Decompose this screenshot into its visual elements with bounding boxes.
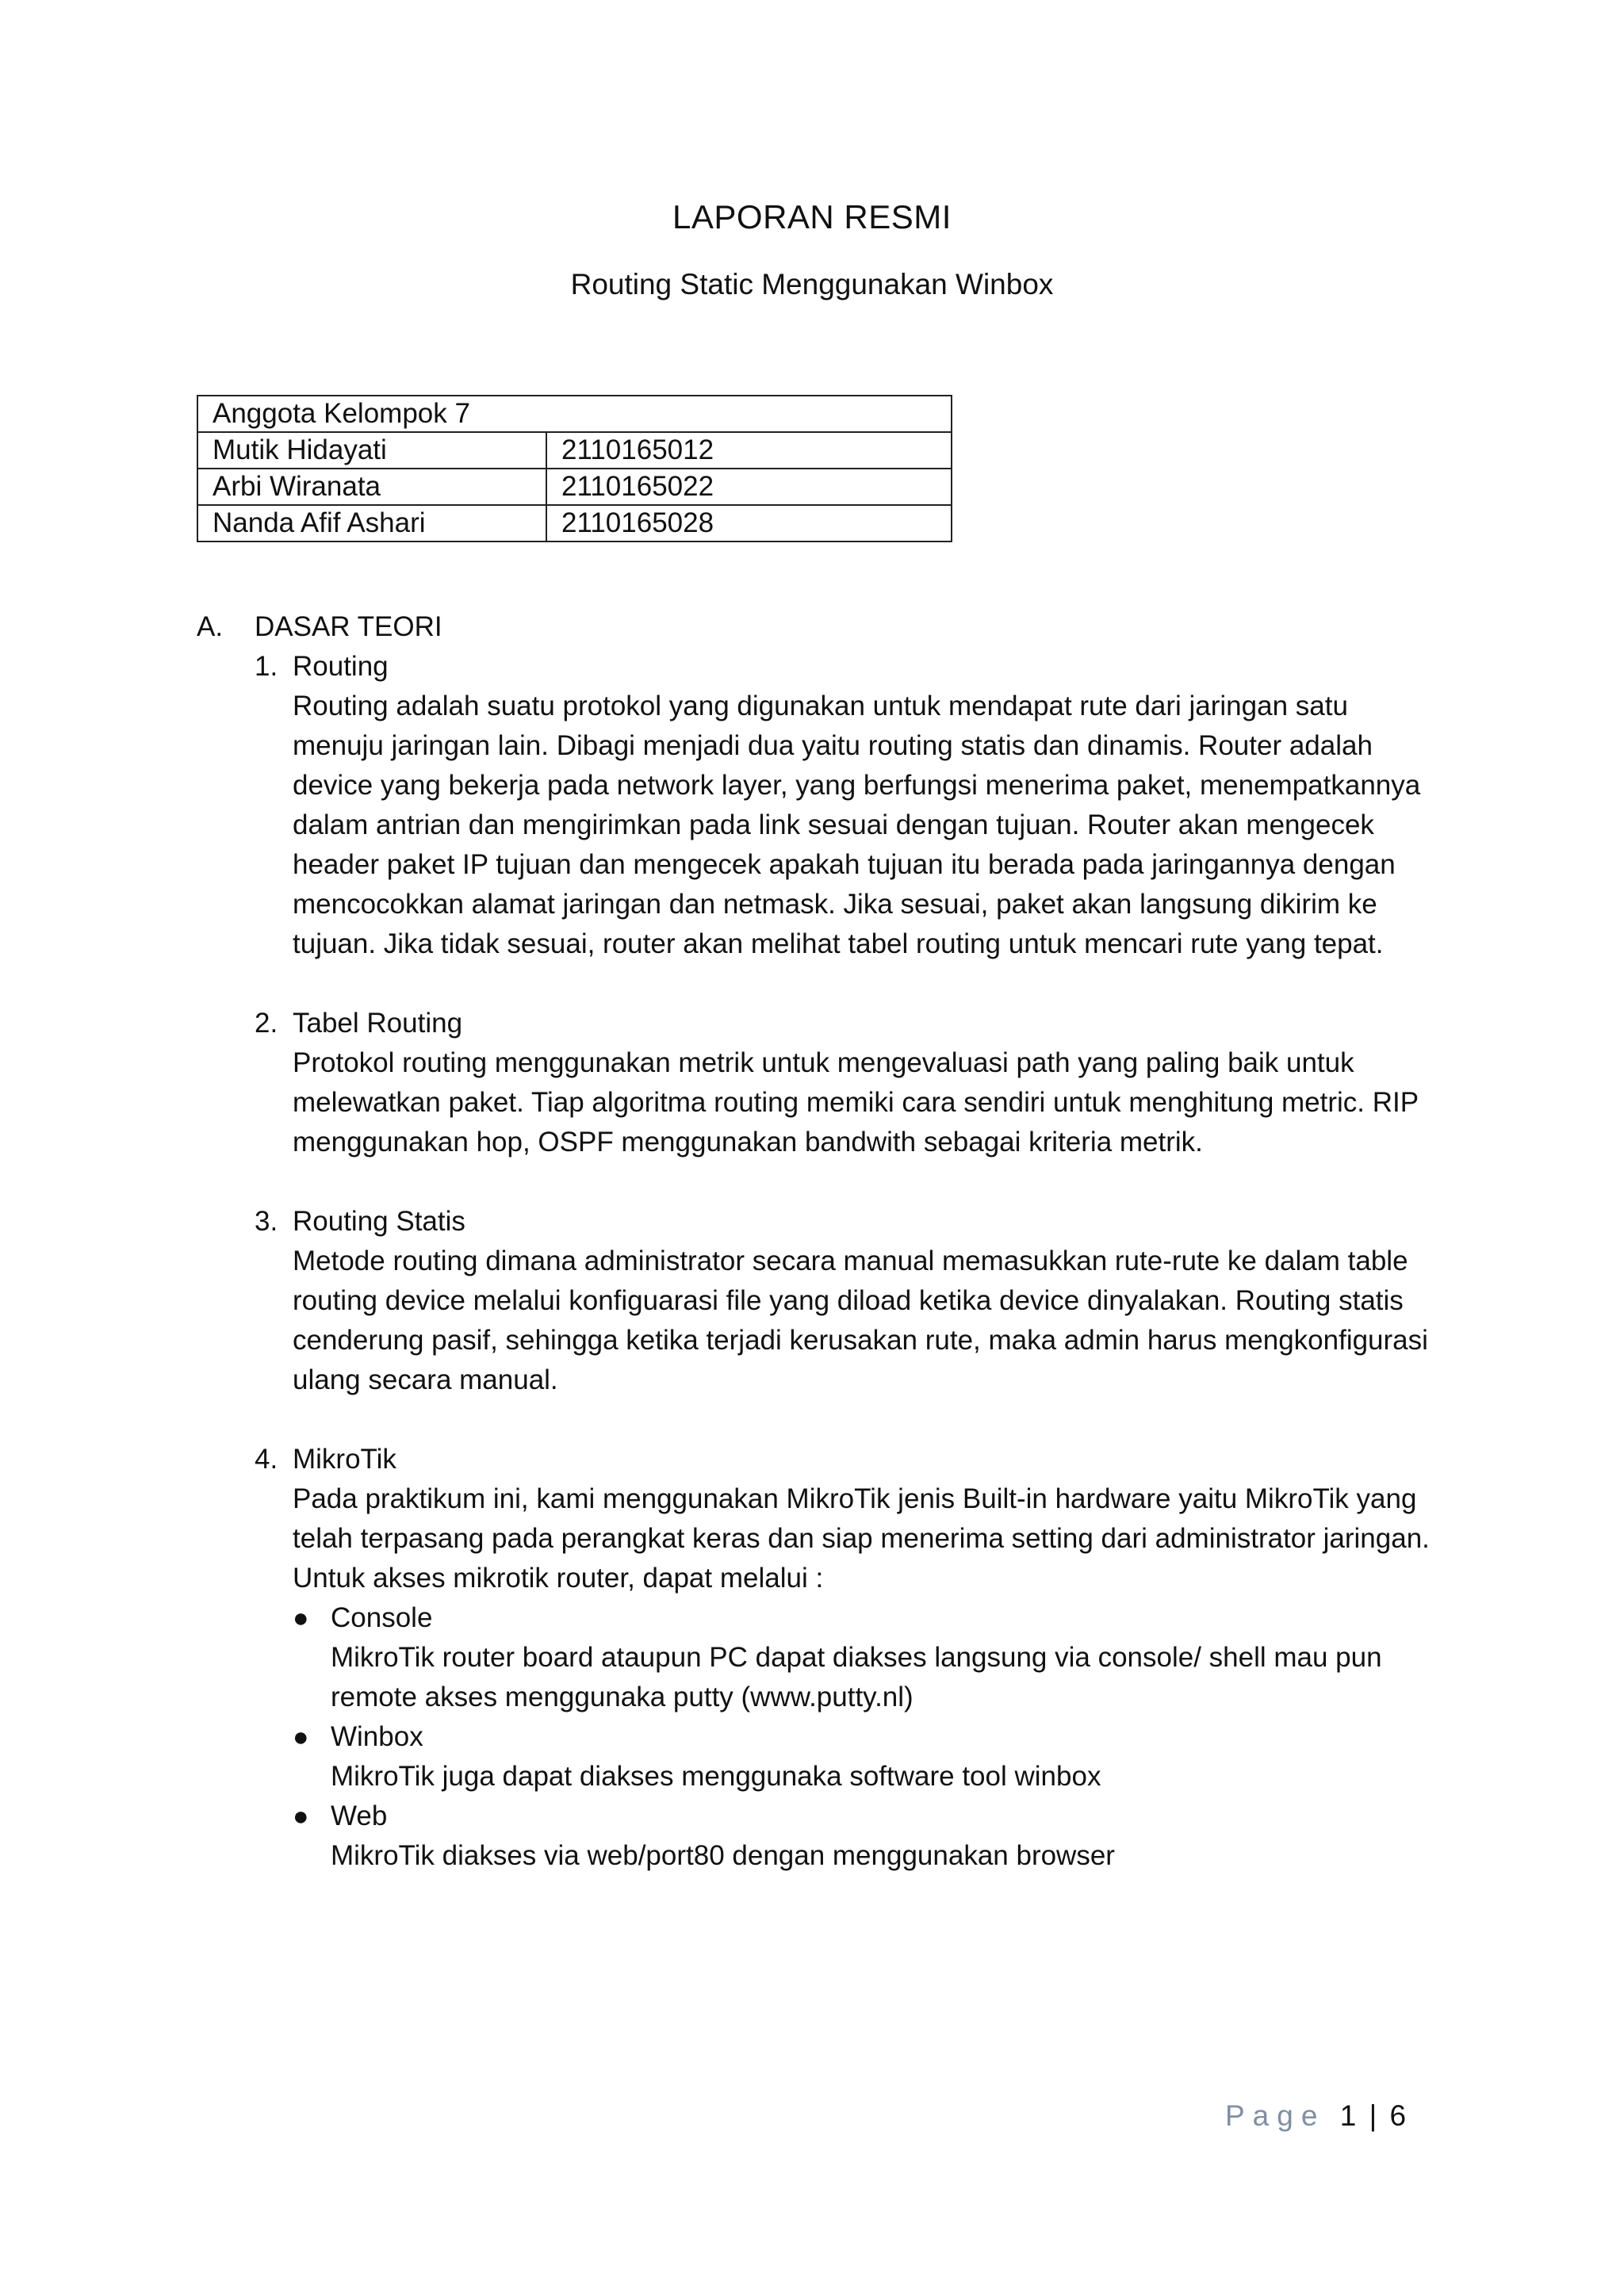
members-table-header: Anggota Kelompok 7 <box>197 396 952 432</box>
item-number: 1. <box>255 651 278 682</box>
bullet-icon: ● <box>293 1603 309 1633</box>
section-heading <box>197 607 1434 647</box>
document-subtitle: Routing Static Menggunakan Winbox <box>570 268 1054 300</box>
table-row <box>197 432 952 469</box>
bullet-text: MikroTik diakses via web/port80 dengan menggunakan browser <box>331 1840 1115 1871</box>
bullet-icon: ● <box>293 1722 309 1752</box>
item-paragraph: Protokol routing menggunakan metrik untuk mengevaluasi path yang paling baik untuk melewatkan paket. Tiap algoritma routing memiki cara sendiri untuk menghitung metric. RIP menggunakan hop, OSPF menggunakan bandwith sebagai kriteria metrik. <box>293 1047 1419 1158</box>
list-item-routing-statis <box>255 1202 1434 1400</box>
bullet-icon: ● <box>293 1801 309 1831</box>
table-row <box>197 469 952 505</box>
page-footer <box>1225 2099 1406 2133</box>
item-number: 2. <box>255 1008 278 1039</box>
page-separator: | <box>1369 2099 1377 2132</box>
member-name: Arbi Wiranata <box>197 469 546 505</box>
item-number: 4. <box>255 1444 278 1475</box>
list-item <box>293 1797 1434 1876</box>
list-item-mikrotik <box>255 1440 1434 1876</box>
bullet-title: Console <box>331 1602 433 1633</box>
member-name: Nanda Afif Ashari <box>197 505 546 541</box>
page-current: 1 <box>1339 2099 1357 2132</box>
member-id: 2110165012 <box>546 432 952 469</box>
item-title: MikroTik <box>293 1444 396 1475</box>
item-title: Tabel Routing <box>293 1008 463 1039</box>
item-title: Routing <box>293 651 389 682</box>
bullet-title: Winbox <box>331 1721 423 1752</box>
document-title: LAPORAN RESMI <box>672 198 952 235</box>
members-table-header-row <box>197 396 952 432</box>
page-total: 6 <box>1389 2099 1407 2132</box>
bullet-text: MikroTik router board ataupun PC dapat diakses langsung via console/ shell mau pun remote akses menggunaka putty (www.putty.nl) <box>331 1642 1382 1712</box>
list-item <box>293 1717 1434 1797</box>
section-dasar-teori <box>197 607 1434 1876</box>
access-methods-list <box>293 1598 1434 1876</box>
bullet-text: MikroTik juga dapat diakses menggunaka software tool winbox <box>331 1761 1101 1792</box>
bullet-title: Web <box>331 1800 388 1831</box>
item-paragraph: Routing adalah suatu protokol yang digunakan untuk mendapat rute dari jaringan satu menuju jaringan lain. Dibagi menjadi dua yaitu routing statis dan dinamis. Router adalah device yang bekerja pada network layer, yang berfungsi menerima paket, menempatkannya dalam antrian dan mengirimkan pada link sesuai dengan tujuan. Router akan mengecek header paket IP tujuan dan mengecek apakah tujuan itu berada pada jaringannya dengan mencocokkan alamat jaringan dan netmask. Jika sesuai, paket akan langsung dikirim ke tujuan. Jika tidak sesuai, router akan melihat tabel routing untuk mencari rute yang tepat. <box>293 691 1421 959</box>
list-item-routing <box>255 647 1434 964</box>
section-letter: A. <box>197 611 224 642</box>
page-label: Page <box>1225 2099 1326 2132</box>
item-paragraph: Pada praktikum ini, kami menggunakan MikroTik jenis Built-in hardware yaitu MikroTik yang telah terpasang pada perangkat keras dan siap menerima setting dari administrator jaringan. Untuk akses mikrotik router, dapat melalui : <box>293 1483 1430 1594</box>
members-table <box>197 395 952 542</box>
member-id: 2110165028 <box>546 505 952 541</box>
section-title: DASAR TEORI <box>255 611 442 642</box>
item-title: Routing Statis <box>293 1206 465 1237</box>
list-item-tabel-routing <box>255 1004 1434 1162</box>
table-row <box>197 505 952 541</box>
member-id: 2110165022 <box>546 469 952 505</box>
member-name: Mutik Hidayati <box>197 432 546 469</box>
list-item <box>293 1598 1434 1717</box>
item-paragraph: Metode routing dimana administrator secara manual memasukkan rute-rute ke dalam table routing device melalui konfiguarasi file yang diload ketika device dinyalakan. Routing statis cenderung pasif, sehingga ketika terjadi kerusakan rute, maka admin harus mengkonfigurasi ulang secara manual. <box>293 1246 1428 1395</box>
item-number: 3. <box>255 1206 278 1237</box>
